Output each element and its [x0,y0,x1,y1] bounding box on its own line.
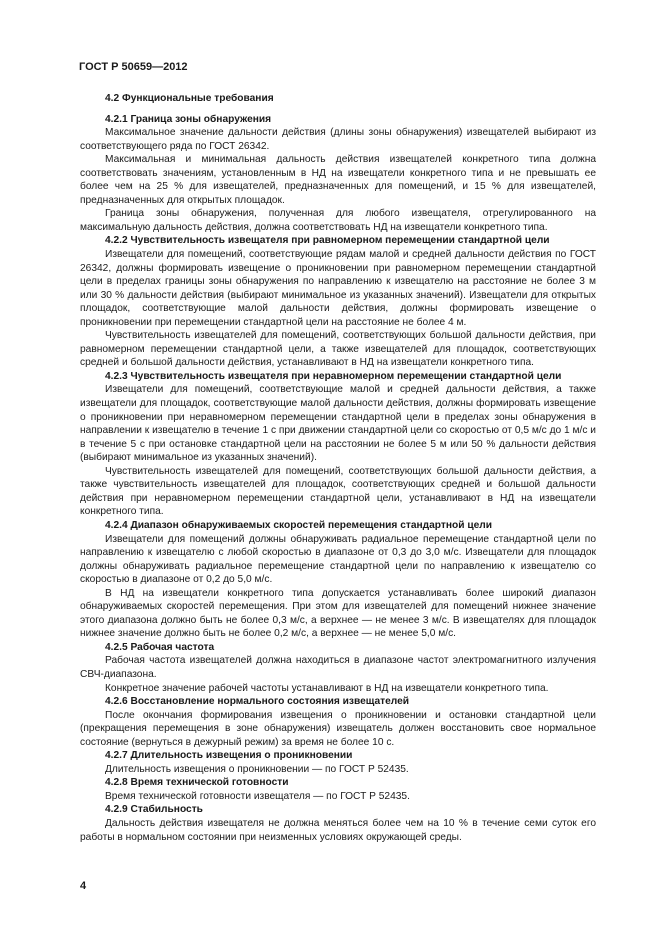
paragraph: Чувствительность извещателей для помещений, соответствующих большой дальности действия, а также чувствительность извещателей для площадок, соответствующих средней и большой дальности действия при неравномерном перемещении стандартной цели, устанавливают в НД на извещатели конкретного типа. [80,465,596,518]
paragraph: Граница зоны обнаружения, полученная для любого извещателя, отрегулированного на максимальную дальность действия, должна соответствовать НД на извещатели конкретного типа. [80,208,596,233]
paragraph: Дальность действия извещателя не должна меняться более чем на 10 % в течение семи суток его работы в нормальном состоянии при неизменных условиях окружающей среды. [80,817,596,843]
paragraph: Максимальное значение дальности действия (длины зоны обнаружения) извещателей выбирают из соответствующего ряда по ГОСТ 26342. [80,127,596,152]
subsection-heading: 4.2.6 Восстановление нормального состояния извещателей [105,696,410,708]
paragraph: Рабочая частота извещателей должна находиться в диапазоне частот электромагнитного излучения СВЧ-диапазона. [80,655,596,680]
paragraph: Длительность извещения о проникновении — по ГОСТ Р 52435. [105,763,409,775]
paragraph: Максимальная и минимальная дальность действия извещателей конкретного типа должна соответствовать значениям, установленным в НД на извещатели конкретного типа и не превышать ее более чем на 25 % для извещателей, предназначенных для помещений, и 15 % для извещателей, предназначенных для открытых площадок. [80,154,596,206]
page-number: 4 [80,880,87,892]
paragraph: В НД на извещатели конкретного типа допускается устанавливать более широкий диапазон обнаруживаемых скоростей перемещения. При этом для извещателей для помещений нижнее значение этого диапазона должно быть не более 0,3 м/с, а верхнее — не менее 3 м/с. В извещателях для площадок нижнее значение должно быть не более 0,2 м/с, а верхнее — не менее 5,0 м/с. [80,587,596,640]
subsection-heading: 4.2.1 Граница зоны обнаружения [105,113,272,125]
section-heading: 4.2 Функциональные требования [105,93,274,104]
paragraph: Конкретное значение рабочей частоты устанавливают в НД на извещатели конкретного типа. [105,682,549,694]
subsection-heading: 4.2.8 Время технической готовности [105,777,289,789]
paragraph: Время технической готовности извещателя — по ГОСТ Р 52435. [105,790,410,802]
subsection-heading: 4.2.5 Рабочая частота [105,641,215,653]
subsection-heading: 4.2.9 Стабильность [105,804,203,816]
paragraph: Чувствительность извещателей для помещений, соответствующих большой дальности действия, при равномерном перемещении стандартной цели, а также извещателей для площадок, соответствующих средней и большой дальности действия, устанавливают в НД на извещатели конкретного типа. [80,330,596,369]
document-body [80,92,596,844]
subsection-heading: 4.2.7 Длительность извещения о проникновении [105,750,353,762]
paragraph: Извещатели для помещений, соответствующие малой и средней дальности действия, а также извещатели для площадок, соответствующие малой дальности действия, должны формировать извещение о проникновении при неравномерном перемещении стандартной цели в пределах зоны обнаружения в направлении к извещателю в течение 1 с при движении стандартной цели со скоростью от 0,5 м/с до 1 м/с и в течение 5 с при остановке стандартной цели на расстоянии не более 5 м или 50 % дальности действия (выбирают минимальное из указанных значений). [80,384,596,464]
paragraph: Извещатели для помещений должны обнаруживать радиальное перемещение стандартной цели по направлению к извещателю с любой скоростью в диапазоне от 0,3 до 3,0 м/с. Извещатели для площадок должны обнаруживать радиальное перемещение стандартной цели по направлению к извещателю со скоростью в диапазоне от 0,2 до 5,0 м/с. [80,533,596,586]
paragraph: Извещатели для помещений, соответствующие рядам малой и средней дальности действия по ГОСТ 26342, должны формировать извещение о проникновении при равномерном перемещении стандартной цели в пределах границы зоны обнаружения по направлению к извещателю на расстояние не более 3 м или 30 % дальности действия (выбирают минимальное из указанных значений). Извещатели для открытых площадок, соответствующие малой дальности действия, должны формировать извещение о проникновении при перемещении стандартной цели на расстояние не более 4 м. [80,249,596,328]
subsection-heading: 4.2.4 Диапазон обнаруживаемых скоростей перемещения стандартной цели [105,519,493,531]
subsection-heading: 4.2.2 Чувствительность извещателя при равномерном перемещении стандартной цели [105,235,550,247]
document-header: ГОСТ Р 50659—2012 [79,61,188,73]
subsection-heading: 4.2.3 Чувствительность извещателя при неравномерном перемещении стандартной цели [105,370,562,382]
paragraph: После окончания формирования извещения о проникновении и остановки стандартной цели (прекращения перемещения в зоне обнаружения) извещатель должен восстановить свое нормальное состояние (вернуться в дежурный режим) за время не более 10 с. [80,709,596,748]
